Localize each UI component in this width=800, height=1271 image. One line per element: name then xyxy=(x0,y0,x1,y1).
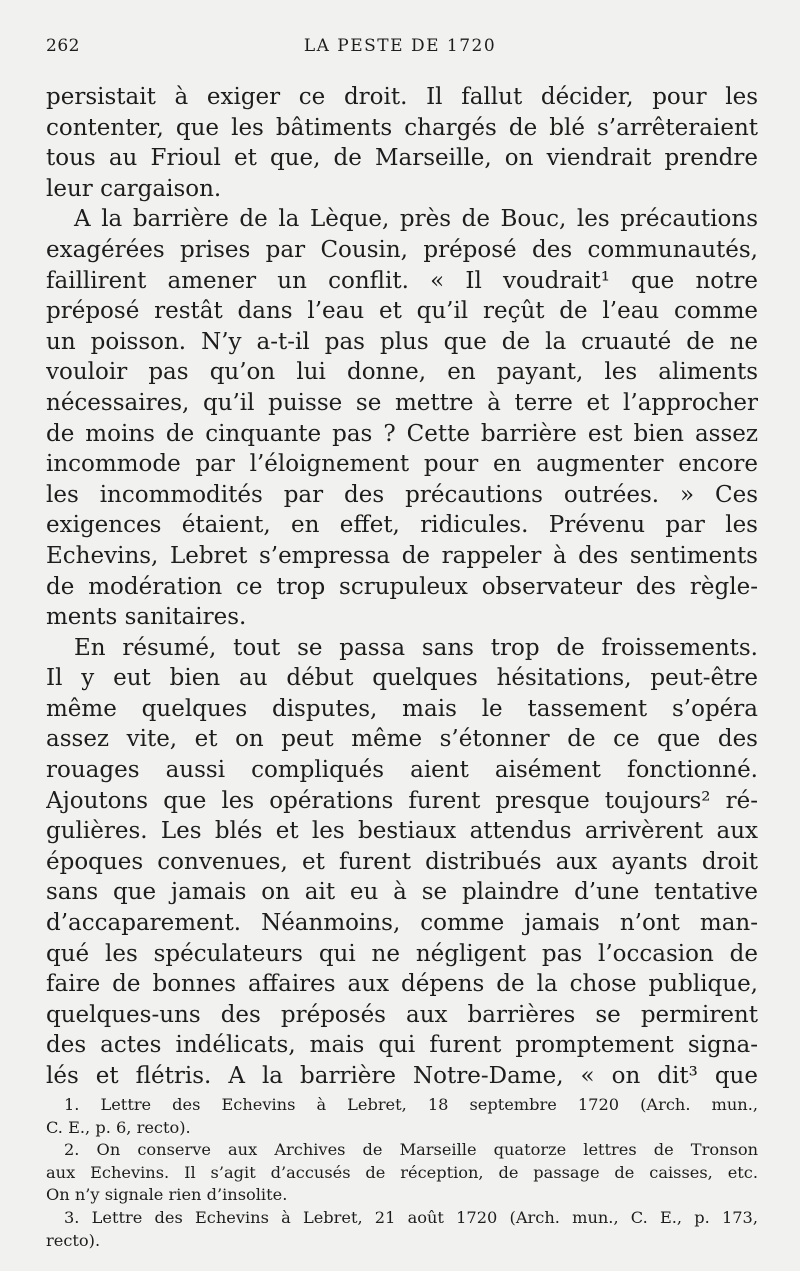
body-line: quelques-uns des préposés aux barrières se permirent xyxy=(46,1001,758,1028)
body-line: incommode par l’éloignement pour en augmenter encore xyxy=(46,451,758,478)
body-line: un poisson. N’y a-t-il pas plus que de la cruauté de ne xyxy=(46,328,758,355)
body-line: Echevins, Lebret s’empressa de rappeler à des sentiments xyxy=(46,542,758,569)
body-line: même quelques disputes, mais le tassement s’opéra xyxy=(46,695,758,722)
footnote-line: C. E., p. 6, recto). xyxy=(46,1117,191,1137)
footnote-line: 1. Lettre des Echevins à Lebret, 18 septembre 1720 (Arch. mun., xyxy=(64,1095,758,1114)
body-line: des actes indélicats, mais qui furent promptement signa- xyxy=(46,1032,758,1059)
footnote-line: On n’y signale rien d’insolite. xyxy=(46,1185,288,1205)
body-line: les incommodités par des précautions outrées. » Ces xyxy=(46,481,758,508)
body-line: faire de bonnes affaires aux dépens de la chose publique, xyxy=(46,971,758,998)
footnote-line: 3. Lettre des Echevins à Lebret, 21 août 1720 (Arch. mun., C. E., p. 173, xyxy=(64,1207,758,1227)
body-line: faillirent amener un conflit. « Il voudrait¹ que notre xyxy=(46,267,758,294)
body-line: contenter, que les bâtiments chargés de blé s’arrêteraient xyxy=(46,114,758,141)
body-line: exagérées prises par Cousin, préposé des communautés, xyxy=(46,236,758,263)
body-line: qué les spéculateurs qui ne négligent pas l’occasion de xyxy=(46,940,758,967)
body-line: préposé restât dans l’eau et qu’il reçût de l’eau comme xyxy=(46,298,758,325)
body-line: d’accaparement. Néanmoins, comme jamais n’ont man- xyxy=(46,910,758,937)
footnote-line: aux Echevins. Il s’agit d’accusés de réception, de passage de caisses, etc. xyxy=(46,1162,758,1182)
body-line: gulières. Les blés et les bestiaux attendus arrivèrent aux xyxy=(46,818,758,845)
body-line: rouages aussi compliqués aient aisément fonctionné. xyxy=(46,757,758,784)
running-title: LA PESTE DE 1720 xyxy=(303,36,497,56)
page-header xyxy=(46,36,754,62)
footnote-line: 2. On conserve aux Archives de Marseille quatorze lettres de Tronson xyxy=(64,1140,758,1160)
body-line: Il y eut bien au début quelques hésitations, peut-être xyxy=(46,665,758,692)
body-line: Ajoutons que les opérations furent presque toujours² ré- xyxy=(46,787,758,814)
body-line: sans que jamais on ait eu à se plaindre d’une tentative xyxy=(46,879,758,906)
body-line: ments sanitaires. xyxy=(46,604,247,631)
body-line: de moins de cinquante pas ? Cette barrière est bien assez xyxy=(46,420,758,447)
body-line: nécessaires, qu’il puisse se mettre à terre et l’approcher xyxy=(46,389,758,416)
footnotes xyxy=(46,1094,758,1252)
body-line: persistait à exiger ce droit. Il fallut décider, pour les xyxy=(46,84,758,110)
page-number: 262 xyxy=(46,36,80,56)
body-line: de modération ce trop scrupuleux observateur des règle- xyxy=(46,573,758,600)
body-line: En résumé, tout se passa sans trop de froissements. xyxy=(74,634,758,661)
body-line: vouloir pas qu’on lui donne, en payant, les aliments xyxy=(46,359,758,386)
body-line: lés et flétris. A la barrière Notre-Dame, « on dit³ que xyxy=(46,1063,758,1089)
body-line: tous au Frioul et que, de Marseille, on viendrait prendre xyxy=(46,145,758,172)
body-line: époques convenues, et furent distribués aux ayants droit xyxy=(46,848,758,875)
body-line: A la barrière de la Lèque, près de Bouc, les précautions xyxy=(74,206,758,233)
body-text xyxy=(46,82,758,1092)
footnote-line: recto). xyxy=(46,1230,101,1250)
body-line: leur cargaison. xyxy=(46,175,222,202)
body-line: assez vite, et on peut même s’étonner de ce que des xyxy=(46,726,758,753)
body-line: exigences étaient, en effet, ridicules. Prévenu par les xyxy=(46,512,758,539)
